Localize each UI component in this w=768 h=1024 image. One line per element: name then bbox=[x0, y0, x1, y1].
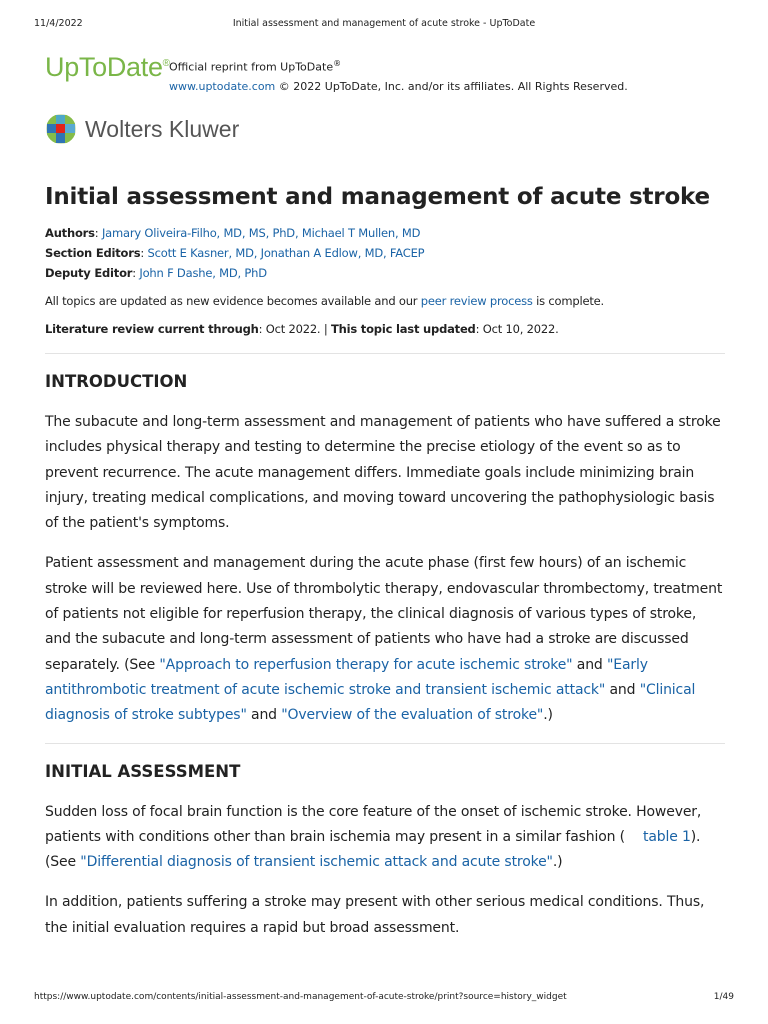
lit-review-label: Literature review current through bbox=[45, 322, 259, 336]
update-note-before: All topics are updated as new evidence becomes available and our bbox=[45, 294, 421, 308]
stroke-evaluation-link[interactable]: "Overview of the evaluation of stroke" bbox=[281, 707, 544, 724]
introduction-paragraph-1: The subacute and long-term assessment and management of patients who have suffered a stroke includes physical therapy and testing to determine the precise etiology of the event so as to prevent recurrence. The acute management differs. Immediate goals include minimizing brain injury, treating medical complications, and moving toward uncovering the pathophysiologic basis of the patient's symptoms. bbox=[45, 414, 721, 532]
print-url: https://www.uptodate.com/contents/initial-assessment-and-management-of-acute-stroke/print?source=history_widget bbox=[34, 992, 567, 1002]
uptodate-logo-text: UpToDate bbox=[45, 52, 163, 82]
and-text: and bbox=[572, 656, 607, 673]
section-editors-label: Section Editors bbox=[45, 246, 141, 260]
initial-assessment-heading: INITIAL ASSESSMENT bbox=[45, 761, 241, 781]
section-divider bbox=[45, 743, 725, 744]
wolters-kluwer-logo bbox=[45, 112, 239, 146]
initial-assessment-paragraph-1 bbox=[45, 800, 725, 876]
initial-assessment-paragraph-2: In addition, patients suffering a stroke may present with other serious medical conditions. Thus, the initial evaluation requires a rapid but broad assessment. bbox=[45, 894, 705, 936]
authors-line: Authors: Jamary Oliveira-Filho, MD, MS, PhD, Michael T Mullen, MD bbox=[45, 226, 421, 240]
and-text: and bbox=[246, 707, 282, 724]
print-footer bbox=[34, 992, 734, 1006]
article-title: Initial assessment and management of acute stroke bbox=[45, 184, 710, 210]
update-note bbox=[45, 291, 725, 311]
article-contributors bbox=[45, 223, 725, 283]
wolters-kluwer-icon bbox=[45, 113, 77, 145]
lit-review-value: : Oct 2022. | bbox=[258, 322, 331, 336]
literature-review-line bbox=[45, 319, 725, 339]
and-text: and bbox=[605, 681, 640, 698]
authors-links[interactable]: Jamary Oliveira-Filho, MD, MS, PhD, Michael T Mullen, MD bbox=[101, 226, 421, 240]
section-divider bbox=[45, 353, 725, 354]
print-header bbox=[34, 18, 734, 32]
deputy-editor-label: Deputy Editor bbox=[45, 266, 133, 280]
update-note-after: is complete. bbox=[532, 294, 604, 308]
uptodate-registered-mark: ® bbox=[162, 58, 170, 69]
uptodate-site-link[interactable]: www.uptodate.com bbox=[169, 79, 276, 93]
last-updated-value: : Oct 10, 2022. bbox=[475, 322, 559, 336]
differential-diagnosis-link[interactable]: "Differential diagnosis of transient ischemic attack and acute stroke" bbox=[80, 854, 553, 871]
peer-review-link[interactable]: peer review process bbox=[420, 294, 533, 308]
article bbox=[45, 178, 725, 941]
copyright-text: © 2022 UpToDate, Inc. and/or its affiliates. All Rights Reserved. bbox=[278, 79, 628, 93]
last-updated-label: This topic last updated bbox=[330, 322, 476, 336]
page-number: 1/49 bbox=[713, 992, 734, 1002]
assess-p1-mid: ). (See bbox=[45, 828, 701, 871]
wolters-kluwer-name: Wolters Kluwer bbox=[85, 115, 240, 142]
uptodate-logo[interactable] bbox=[45, 52, 170, 83]
antithrombotic-treatment-link[interactable]: "Early antithrombotic treatment of acute ischemic stroke and transient ischemic attack" bbox=[45, 656, 648, 698]
reprint-text: Official reprint from UpToDate bbox=[169, 60, 334, 74]
assess-p1-text: Sudden loss of focal brain function is the core feature of the onset of ischemic stroke. However, patients with conditions other than brain ischemia may present in a similar fashion ( bbox=[45, 803, 702, 845]
section-editors-line: Section Editors: Scott E Kasner, MD, Jonathan A Edlow, MD, FACEP bbox=[45, 246, 425, 260]
print-date: 11/4/2022 bbox=[34, 18, 83, 29]
assess-p1-end: .) bbox=[552, 854, 563, 871]
reprint-registered-mark: ® bbox=[333, 59, 342, 68]
print-page-title: Initial assessment and management of acute stroke - UpToDate bbox=[232, 18, 536, 29]
stroke-subtypes-link[interactable]: "Clinical diagnosis of stroke subtypes" bbox=[45, 681, 696, 724]
section-editors-links[interactable]: Scott E Kasner, MD, Jonathan A Edlow, MD, FACEP bbox=[147, 246, 425, 260]
deputy-editor-link[interactable]: John F Dashe, MD, PhD bbox=[139, 266, 267, 280]
reperfusion-therapy-link[interactable]: "Approach to reperfusion therapy for acute ischemic stroke" bbox=[159, 656, 573, 673]
deputy-editor-line: Deputy Editor: John F Dashe, MD, PhD bbox=[45, 266, 267, 280]
introduction-heading: INTRODUCTION bbox=[45, 372, 188, 391]
table-1-link[interactable]: table 1 bbox=[642, 828, 691, 845]
reprint-notice bbox=[169, 54, 628, 96]
introduction-paragraph-2 bbox=[45, 551, 725, 728]
authors-label: Authors bbox=[45, 226, 95, 240]
intro-p2-text: Patient assessment and management during the acute phase (first few hours) of an ischemic stroke will be reviewed here. Use of thrombolytic therapy, endovascular thrombectomy, treatment of patients not eligible for reperfusion therapy, the clinical diagnosis of various types of stroke, and the subacute and long-term assessment of patients who have had a stroke are discussed separately. (See bbox=[45, 555, 723, 673]
intro-p2-end: .) bbox=[543, 707, 553, 724]
